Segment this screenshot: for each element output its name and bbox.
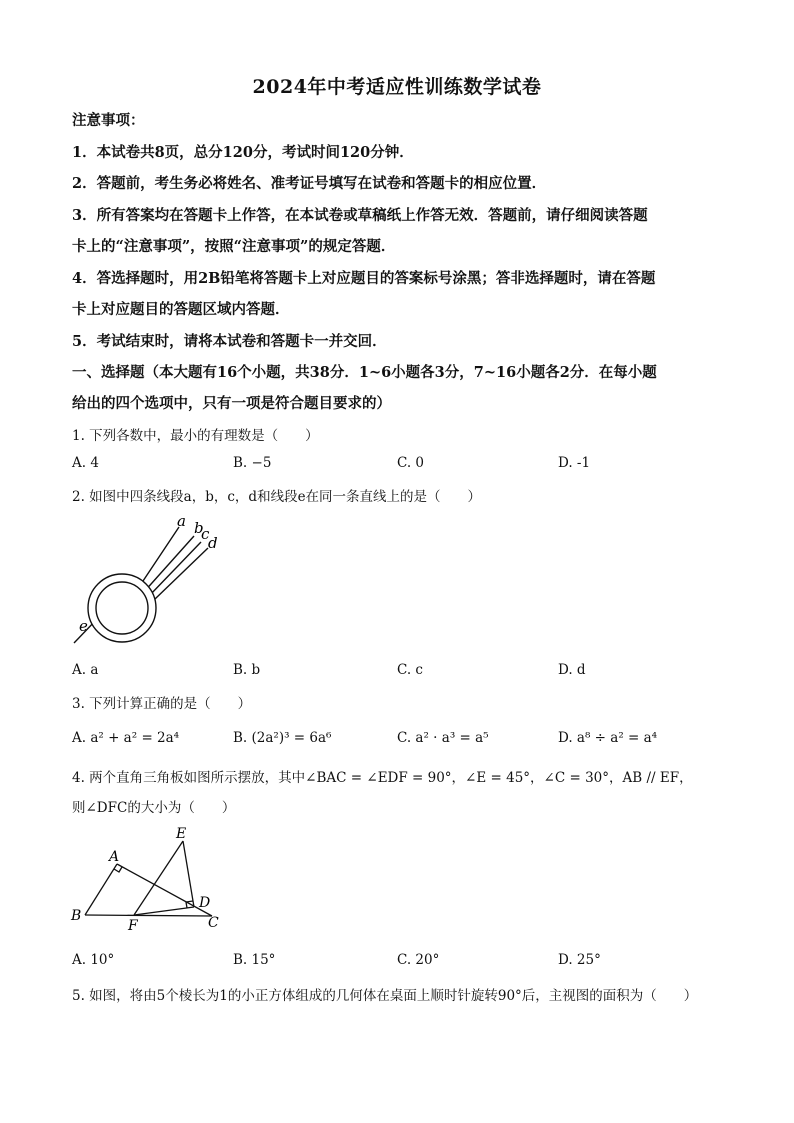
q3-option-c: C. a² · a³ = a⁵ [397, 730, 489, 746]
label-b: B [71, 908, 82, 924]
q2-option-b: B. b [233, 662, 261, 678]
q1-stem: 1. 下列各数中，最小的有理数是（ ） [72, 428, 319, 444]
q3-option-a: A. a² + a² = 2a⁴ [72, 730, 180, 746]
q1-option-d: D. -1 [558, 455, 591, 471]
section1-heading-cont: 给出的四个选项中，只有一项是符合题目要求的） [72, 395, 391, 412]
q4-option-c: C. 20° [397, 952, 440, 968]
q4-option-a: A. 10° [72, 952, 115, 968]
q3-stem: 3. 下列计算正确的是（ ） [72, 696, 252, 712]
notice-item-3: 3．所有答案均在答题卡上作答，在本试卷或草稿纸上作答无效．答题前，请仔细阅读答题 [72, 207, 648, 224]
q4-stem: 4. 两个直角三角板如图所示摆放，其中∠BAC = ∠EDF = 90°，∠E = 45°，∠C = 30°，AB // EF， [72, 770, 693, 786]
label-c: C [208, 915, 219, 931]
q2-option-a: A. a [72, 662, 99, 678]
side-df [134, 907, 194, 915]
q1-option-b: B. −5 [233, 455, 272, 471]
notice-item-4-cont: 卡上对应题目的答题区域内答题． [72, 301, 290, 318]
notice-item-4: 4．答选择题时，用2B铅笔将答题卡上对应题目的答案标号涂黑；答非选择题时，请在答题 [72, 270, 656, 287]
q4-figure [66, 823, 236, 938]
side-ab [85, 864, 117, 915]
notice-item-2: 2．答题前，考生务必将姓名、准考证号填写在试卷和答题卡的相应位置． [72, 175, 547, 192]
q4-stem-cont: 则∠DFC的大小为（ ） [72, 800, 236, 816]
label-e: e [79, 617, 88, 635]
label-b: b [194, 519, 204, 537]
q2-stem: 2. 如图中四条线段a，b，c，d和线段e在同一条直线上的是（ ） [72, 489, 482, 505]
q4-option-b: B. 15° [233, 952, 276, 968]
q1-option-c: C. 0 [397, 455, 425, 471]
label-a: A [109, 849, 120, 865]
segment-c [149, 542, 201, 596]
segment-b [143, 536, 194, 593]
notice-item-1: 1．本试卷共8页，总分120分，考试时间120分钟． [72, 144, 414, 161]
q5-stem: 5. 如图，将由5个棱长为1的小正方体组成的几何体在桌面上顺时针旋转90°后，主视图的面积为（ ） [72, 988, 698, 1004]
notice-item-3-cont: 卡上的“注意事项”，按照“注意事项”的规定答题． [72, 238, 396, 255]
side-ac [117, 864, 212, 916]
label-f: F [128, 918, 138, 934]
page-title: 2024年中考适应性训练数学试卷 [252, 76, 542, 98]
q2-option-d: D. d [558, 662, 586, 678]
segment-a [137, 527, 179, 590]
q1-option-a: A. 4 [72, 455, 99, 471]
label-d: d [208, 534, 218, 552]
q3-option-d: D. a⁸ ÷ a² = a⁴ [558, 730, 658, 746]
segment-d [155, 548, 208, 599]
q2-option-c: C. c [397, 662, 423, 678]
label-c: c [201, 525, 210, 543]
side-ed [183, 841, 194, 907]
label-d: D [199, 895, 211, 911]
q3-option-b: B. (2a²)³ = 6a⁶ [233, 730, 332, 746]
label-a: a [177, 512, 186, 530]
label-e: E [176, 826, 187, 842]
notice-heading: 注意事项： [72, 112, 145, 129]
section1-heading: 一、选择题（本大题有16个小题，共38分．1~6小题各3分，7~16小题各2分．在每小题 [72, 364, 657, 381]
notice-item-5: 5．考试结束时，请将本试卷和答题卡一并交回． [72, 333, 387, 350]
q4-option-d: D. 25° [558, 952, 601, 968]
q2-figure [68, 512, 238, 647]
side-bc [85, 915, 212, 916]
outer-ring [88, 574, 156, 642]
